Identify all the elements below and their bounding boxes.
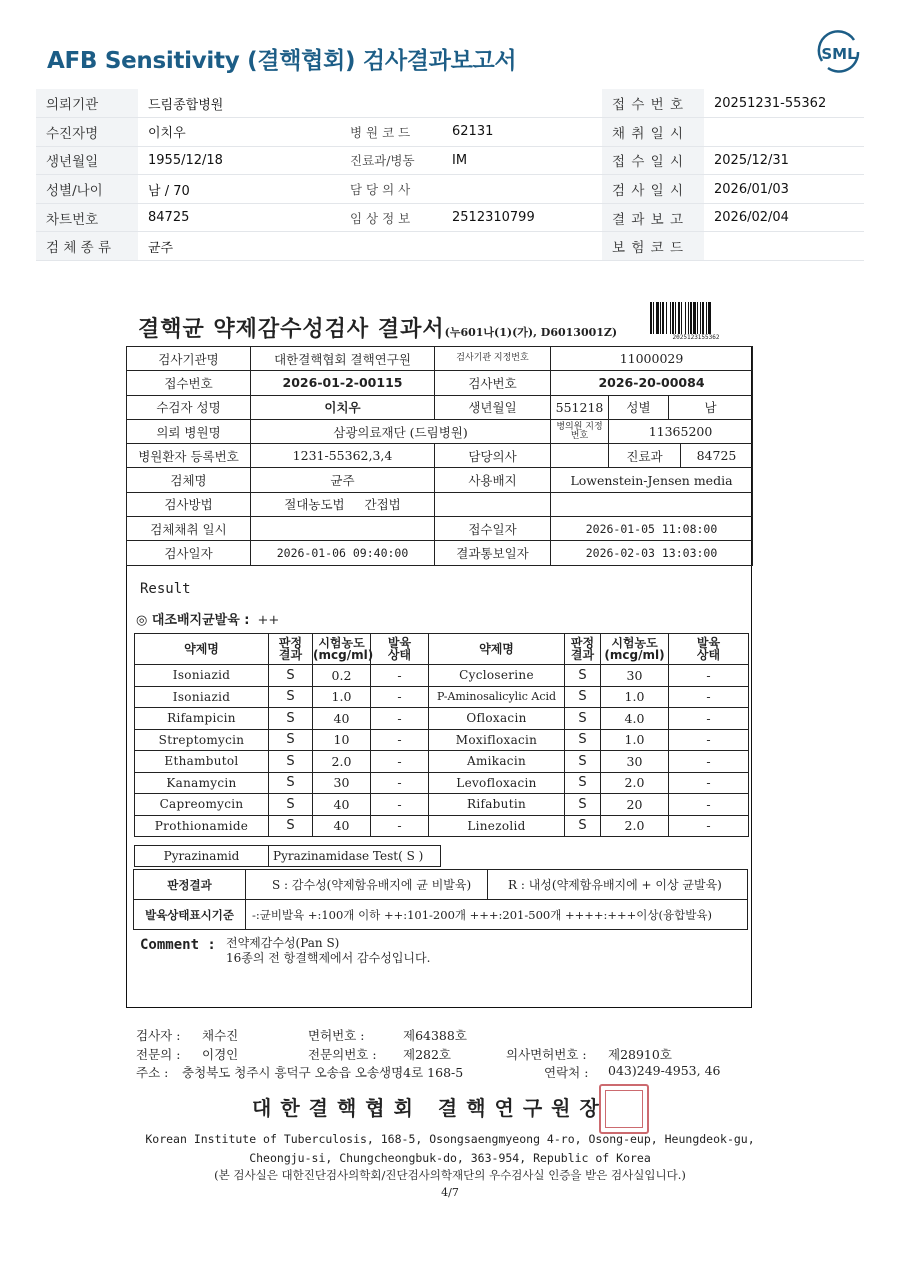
col-judge-2: 판정 결과 [565,634,601,665]
info-cell: 2512310799 [442,203,602,232]
drug-row [135,751,749,773]
doctor-label: 담당의사 [435,444,551,468]
drug-result: S [269,729,313,751]
drug-conc: 30 [313,772,371,794]
dob: 551218 [551,395,609,419]
tester: 채수진 [202,1028,239,1043]
drug-growth: - [371,729,429,751]
drug-result: S [565,794,601,816]
info-cell [340,232,442,261]
collect-label: 검체채취 일시 [127,517,251,541]
drug-name: Isoniazid [135,686,269,708]
sex: 남 [669,395,753,419]
drug-conc: 40 [313,815,371,837]
seal-stamp [599,1084,649,1134]
drug-growth: - [669,708,749,730]
info-cell: 이치우 [138,118,340,147]
notify-date: 2026-02-03 13:03:00 [551,541,753,565]
info-cell: 병 원 코 드 [340,118,442,147]
drug-row [135,686,749,708]
drug-conc: 0.2 [313,665,371,687]
sex-label: 성별 [609,395,669,419]
recv-label: 접수번호 [127,371,251,395]
col-drug-2: 약제명 [429,634,565,665]
info-cell [442,232,602,261]
col-drug: 약제명 [135,634,269,665]
info-cell: 성별/나이 [36,175,138,204]
drug-row [135,708,749,730]
method-label: 검사방법 [127,492,251,516]
test-no-label: 검사번호 [435,371,551,395]
info-cell: 2025/12/31 [704,146,864,175]
drug-growth: - [669,665,749,687]
pza-label: Pyrazinamid [135,846,269,867]
drug-growth: - [669,772,749,794]
comment-line-2: 16종의 전 항결핵제에서 감수성입니다. [226,951,431,965]
col-judge: 판정 결과 [269,634,313,665]
dept-label: 진료과 [609,444,681,468]
barcode [650,302,742,346]
drug-conc: 10 [313,729,371,751]
dob-label: 생년월일 [435,395,551,419]
spec-license: 제282호 [403,1047,452,1062]
info-cell: 생년월일 [36,146,138,175]
drug-growth: - [371,751,429,773]
drug-result: S [565,665,601,687]
institute-name: 대한결핵협회 결핵연구원장 [252,1096,608,1120]
drug-result: S [269,708,313,730]
drug-name: Rifabutin [429,794,565,816]
drug-growth: - [371,815,429,837]
tested-date: 2026-01-06 09:40:00 [251,541,435,565]
drug-name: Rifampicin [135,708,269,730]
drug-growth: - [669,686,749,708]
info-cell: 접 수 일 시 [602,146,704,175]
drug-growth: - [371,686,429,708]
drug-name: Moxifloxacin [429,729,565,751]
drug-conc: 1.0 [601,686,669,708]
info-cell: 균주 [138,232,340,261]
tested-label: 검사일자 [127,541,251,565]
info-row [36,203,864,232]
judge-r: R : 내성(약제함유배지에 + 이상 균발육) [488,870,748,900]
drug-conc: 1.0 [313,686,371,708]
name-label: 수검자 성명 [127,395,251,419]
drug-growth: - [669,751,749,773]
col-growth: 발육 상태 [371,634,429,665]
hosp-label: 의뢰 병원명 [127,419,251,443]
info-cell [442,175,602,204]
info-cell: 1955/12/18 [138,146,340,175]
growth-legend: -:균비발육 +:100개 이하 ++:101-200개 +++:201-500개 ++++:+++이상(융합발육) [246,900,748,930]
info-cell: 보 험 코 드 [602,232,704,261]
spec-label: 검체명 [127,468,251,492]
info-cell: 2026/02/04 [704,203,864,232]
judge-legend-label: 판정결과 [134,870,246,900]
legend-table [133,869,748,930]
specialist: 이경인 [202,1047,239,1062]
info-row [36,146,864,175]
recv-number: 2026-01-2-00115 [251,371,435,395]
hospital: 삼광의료재단 (드림병원) [251,419,551,443]
method-1: 절대농도법 [284,497,345,513]
info-cell [704,232,864,261]
method-2: 간접법 [364,497,401,513]
drug-result: S [565,708,601,730]
drug-conc: 30 [601,751,669,773]
drug-result: S [269,772,313,794]
test-number: 2026-20-00084 [551,371,753,395]
control-growth: ◎ 대조배지균발육 : ++ [136,613,280,628]
drug-row [135,815,749,837]
info-row [36,175,864,204]
drug-name: Streptomycin [135,729,269,751]
received-date: 2026-01-05 11:08:00 [551,517,753,541]
drug-conc: 2.0 [601,815,669,837]
drug-conc: 20 [601,794,669,816]
drug-growth: - [371,772,429,794]
info-cell: 진료과/병동 [340,146,442,175]
drug-name: Linezolid [429,815,565,837]
reg-label: 병원환자 등록번호 [127,444,251,468]
drug-result: S [565,686,601,708]
drug-result: S [565,772,601,794]
doctor [551,444,609,468]
address: 충청북도 청주시 흥덕구 오송읍 오송생명4로 168-5 [182,1065,464,1080]
drug-growth: - [669,729,749,751]
method [251,492,435,516]
report-header-table [126,346,753,566]
comment-text [226,936,430,966]
notify-label: 결과통보일자 [435,541,551,565]
drug-result: S [269,665,313,687]
drug-conc: 40 [313,794,371,816]
col-growth-2: 발육 상태 [669,634,749,665]
pza-table [134,845,441,867]
lab-label: 검사기관명 [127,347,251,371]
info-cell: 수진자명 [36,118,138,147]
drug-name: Amikacin [429,751,565,773]
drug-name: P-Aminosalicylic Acid [429,686,565,708]
drug-result: S [565,729,601,751]
drug-name: Levofloxacin [429,772,565,794]
info-cell: 접 수 번 호 [602,89,704,118]
hosp-code: 11365200 [609,419,753,443]
drug-name: Ofloxacin [429,708,565,730]
drug-name: Capreomycin [135,794,269,816]
lab-code: 11000029 [551,347,753,371]
drug-name: Prothionamide [135,815,269,837]
drug-conc: 2.0 [601,772,669,794]
drug-result: S [565,751,601,773]
info-cell: 남 / 70 [138,175,340,204]
info-cell: IM [442,146,602,175]
drug-name: Cycloserine [429,665,565,687]
drug-growth: - [371,708,429,730]
info-cell: 채 취 일 시 [602,118,704,147]
patient-name: 이치우 [251,395,435,419]
growth-legend-label: 발육상태표시기준 [134,900,246,930]
drug-result: S [269,751,313,773]
info-cell: 차트번호 [36,203,138,232]
drug-growth: - [371,794,429,816]
drug-row [135,665,749,687]
info-cell: 검 사 일 시 [602,175,704,204]
info-cell: 결 과 보 고 [602,203,704,232]
result-label: Result [140,581,191,597]
info-row [36,232,864,261]
info-cell [340,89,442,118]
col-conc-2: 시험농도 (mcg/ml) [601,634,669,665]
drug-growth: - [371,665,429,687]
drug-name: Kanamycin [135,772,269,794]
address-en-1: Korean Institute of Tuberculosis, 168-5, Osongsaengmyeong 4-ro, Osong-eup, Heungdeok-gu, [145,1132,755,1146]
comment-line-1: 전약제감수성(Pan S) [226,936,340,950]
certification-note: (본 검사실은 대한진단검사의학회/진단검사의학재단의 우수검사실 인증을 받은 검사실입니다.) [214,1168,686,1182]
reg-number: 1231-55362,3,4 [251,444,435,468]
lab-code-label: 검사기관 지정번호 [435,347,551,371]
specimen: 균주 [251,468,435,492]
info-cell: 의뢰기관 [36,89,138,118]
address-en-2: Cheongju-si, Chungcheongbuk-do, 363-954, Republic of Korea [249,1151,651,1165]
drug-conc: 4.0 [601,708,669,730]
drug-conc: 40 [313,708,371,730]
col-conc: 시험농도 (mcg/ml) [313,634,371,665]
comment-label: Comment : [140,937,216,953]
info-cell [704,118,864,147]
info-row [36,118,864,147]
logo-text: SML [821,45,857,63]
info-cell: 담 당 의 사 [340,175,442,204]
info-cell: 임 상 정 보 [340,203,442,232]
collect-date [251,517,435,541]
drug-name: Isoniazid [135,665,269,687]
drug-result: S [269,794,313,816]
dept: 84725 [681,444,753,468]
drug-name: Ethambutol [135,751,269,773]
drug-row [135,772,749,794]
info-cell: 62131 [442,118,602,147]
report-title: 결핵균 약제감수성검사 결과서(누601나(1)(가), D6013001Z) [138,316,618,342]
sml-logo [814,28,864,78]
info-row [36,89,864,118]
drug-growth: - [669,815,749,837]
info-cell: 20251231-55362 [704,89,864,118]
info-cell: 2026/01/03 [704,175,864,204]
medium-label: 사용배지 [435,468,551,492]
info-cell [442,89,602,118]
drug-table [134,633,749,837]
drug-conc: 2.0 [313,751,371,773]
judge-s: S : 감수성(약제함유배지에 균 비발육) [246,870,488,900]
drug-row [135,794,749,816]
doc-license: 제28910호 [608,1047,672,1062]
drug-row [135,729,749,751]
page-number: 4/7 [441,1186,459,1199]
contact: 043)249-4953, 46 [608,1063,721,1078]
lab-name: 대한결핵협회 결핵연구원 [251,347,435,371]
hosp-code-label: 병의원 지정번호 [551,419,609,443]
received-label: 접수일자 [435,517,551,541]
info-cell: 84725 [138,203,340,232]
drug-conc: 1.0 [601,729,669,751]
drug-result: S [269,815,313,837]
license: 제64388호 [403,1028,467,1043]
patient-info-table [36,89,864,261]
drug-result: S [565,815,601,837]
page-title: AFB Sensitivity (결핵협회) 검사결과보고서 [47,48,517,74]
info-cell: 드림종합병원 [138,89,340,118]
pza-value: Pyrazinamidase Test( S ) [269,846,441,867]
drug-conc: 30 [601,665,669,687]
barcode-number: 2025123155362 [672,334,720,341]
drug-growth: - [669,794,749,816]
info-cell: 검 체 종 류 [36,232,138,261]
drug-result: S [269,686,313,708]
medium: Lowenstein-Jensen media [551,468,753,492]
